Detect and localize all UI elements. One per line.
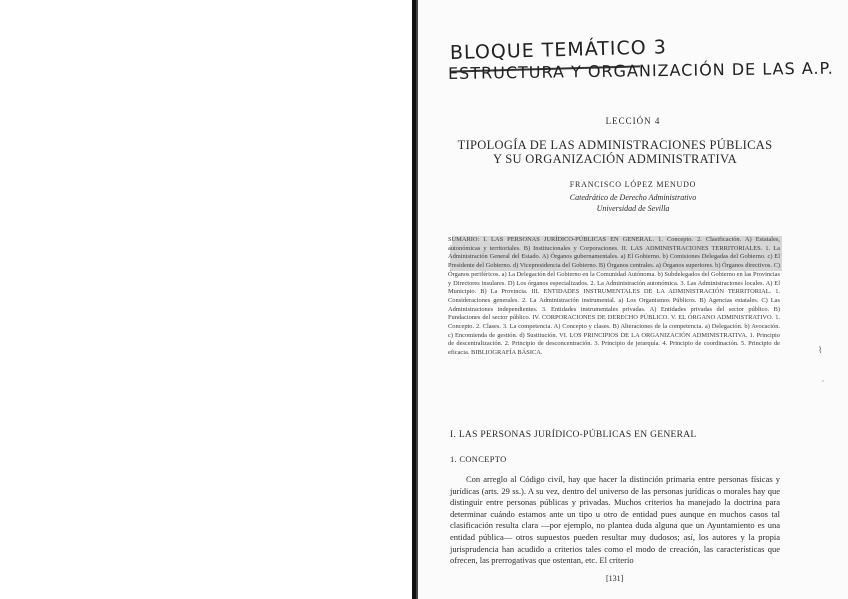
author-name: FRANCISCO LÓPEZ MENUDO xyxy=(569,180,697,189)
margin-tick-mark: ⌇ xyxy=(818,346,823,356)
lesson-label: LECCIÓN 4 xyxy=(605,116,661,126)
author-affiliation: Universidad de Sevilla xyxy=(596,204,670,213)
left-blank-page xyxy=(0,0,412,599)
page-number: [131] xyxy=(606,574,624,583)
handwritten-block-title: BLOQUE TEMÁTICO 3 xyxy=(449,36,668,64)
page-title xyxy=(430,138,800,166)
author-position: Catedrático de Derecho Administrativo xyxy=(569,193,697,202)
margin-tick-mark: ′ xyxy=(822,380,825,390)
summary-text: SUMARIO: I. LAS PERSONAS JURÍDICO-PÚBLICAS EN GENERAL. 1. Concepto. 2. Clasificación. A) Estatales, autonómicas y territoriales. B) Institucionales y Corporaciones. II. LAS ADMINISTRACIONES TERRITORIALES. 1. La Administración General del Estado. A) Órganos gubernamentales. a) El Gobierno. b) Comisiones Delegadas del Gobierno. c) El Presidente del Gobierno. d) Vicepresidencia del Gobierno. B) Órganos centrales. a) Órganos superiores. b) Órganos directivos. C) Órganos periféricos. a) La Delegación del Gobierno en la Comunidad Autónoma. b) Subdelegados del Gobierno en las Provincias y Directores insulares. D) Los órganos especializados. 2. La Administración autonómica. 3. Las Administraciones locales. A) El Municipio. B) La Provincia. III. ENTIDADES INSTRUMENTALES DE LA ADMINISTRACIÓN TERRITORIAL. 1. Consideraciones generales. 2. La Administración instrumental. a) Los Organismos Públicos. B) Agencias estatales. C) Las Administraciones independientes. 3. Entidades instrumentales privadas. A) Entidades privadas del sector público. B) Fundaciones del sector público. IV. CORPORACIONES DE DERECHO PÚBLICO. V. EL ÓRGANO ADMINISTRATIVO. 1. Concepto. 2. Clases. 3. La competencia. A) Concepto y clases. B) Alteraciones de la competencia. a) Delegación. b) Avocación. c) Encomienda de gestión. d) Sustitución. VI. LOS PRINCIPIOS DE LA ORGANIZACIÓN ADMINISTRATIVA. 1. Principio de descentralización. 2. Principio de desconcentración. 3. Principio de jerarquía. 4. Principio de coordinación. 5. Principio de eficacia. BIBLIOGRAFÍA BÁSICA. xyxy=(448,236,780,357)
body-paragraph xyxy=(450,474,780,567)
body-text: Con arreglo al Código civil, hay que hacer la distinción primaria entre personas físicas y jurídicas (arts. 29 ss.). A su vez, dentro del universo de las personas jurídicas o morales hay que distinguir entre personas públicas y privadas. Muchos criterios ha manejado la doctrina para determinar cuándo estamos ante un tipo u otro de entidad pues aunque en muchos casos tal clasificación resulta clara —por ejemplo, no plantea duda alguna que un Ayuntamiento es una entidad pública— otros supuestos pueden resultar muy dudosos; así, los autores y la propia jurisprudencia han acudido a criterios tales como el modo de creación, las características que ofrecen, las prerrogativas que ostentan, etc. El criterio xyxy=(450,474,780,566)
section-heading: I. LAS PERSONAS JURÍDICO-PÚBLICAS EN GENERAL xyxy=(450,430,697,440)
handwritten-block-subtitle: ESTRUCTURA Y ORGANIZACIÓN DE LAS A.P. xyxy=(447,58,834,83)
title-line-1: TIPOLOGÍA DE LAS ADMINISTRACIONES PÚBLICAS xyxy=(457,138,773,152)
title-line-2: Y SU ORGANIZACIÓN ADMINISTRATIVA xyxy=(493,152,737,166)
summary-paragraph xyxy=(448,236,780,358)
subsection-heading: 1. CONCEPTO xyxy=(450,454,507,464)
